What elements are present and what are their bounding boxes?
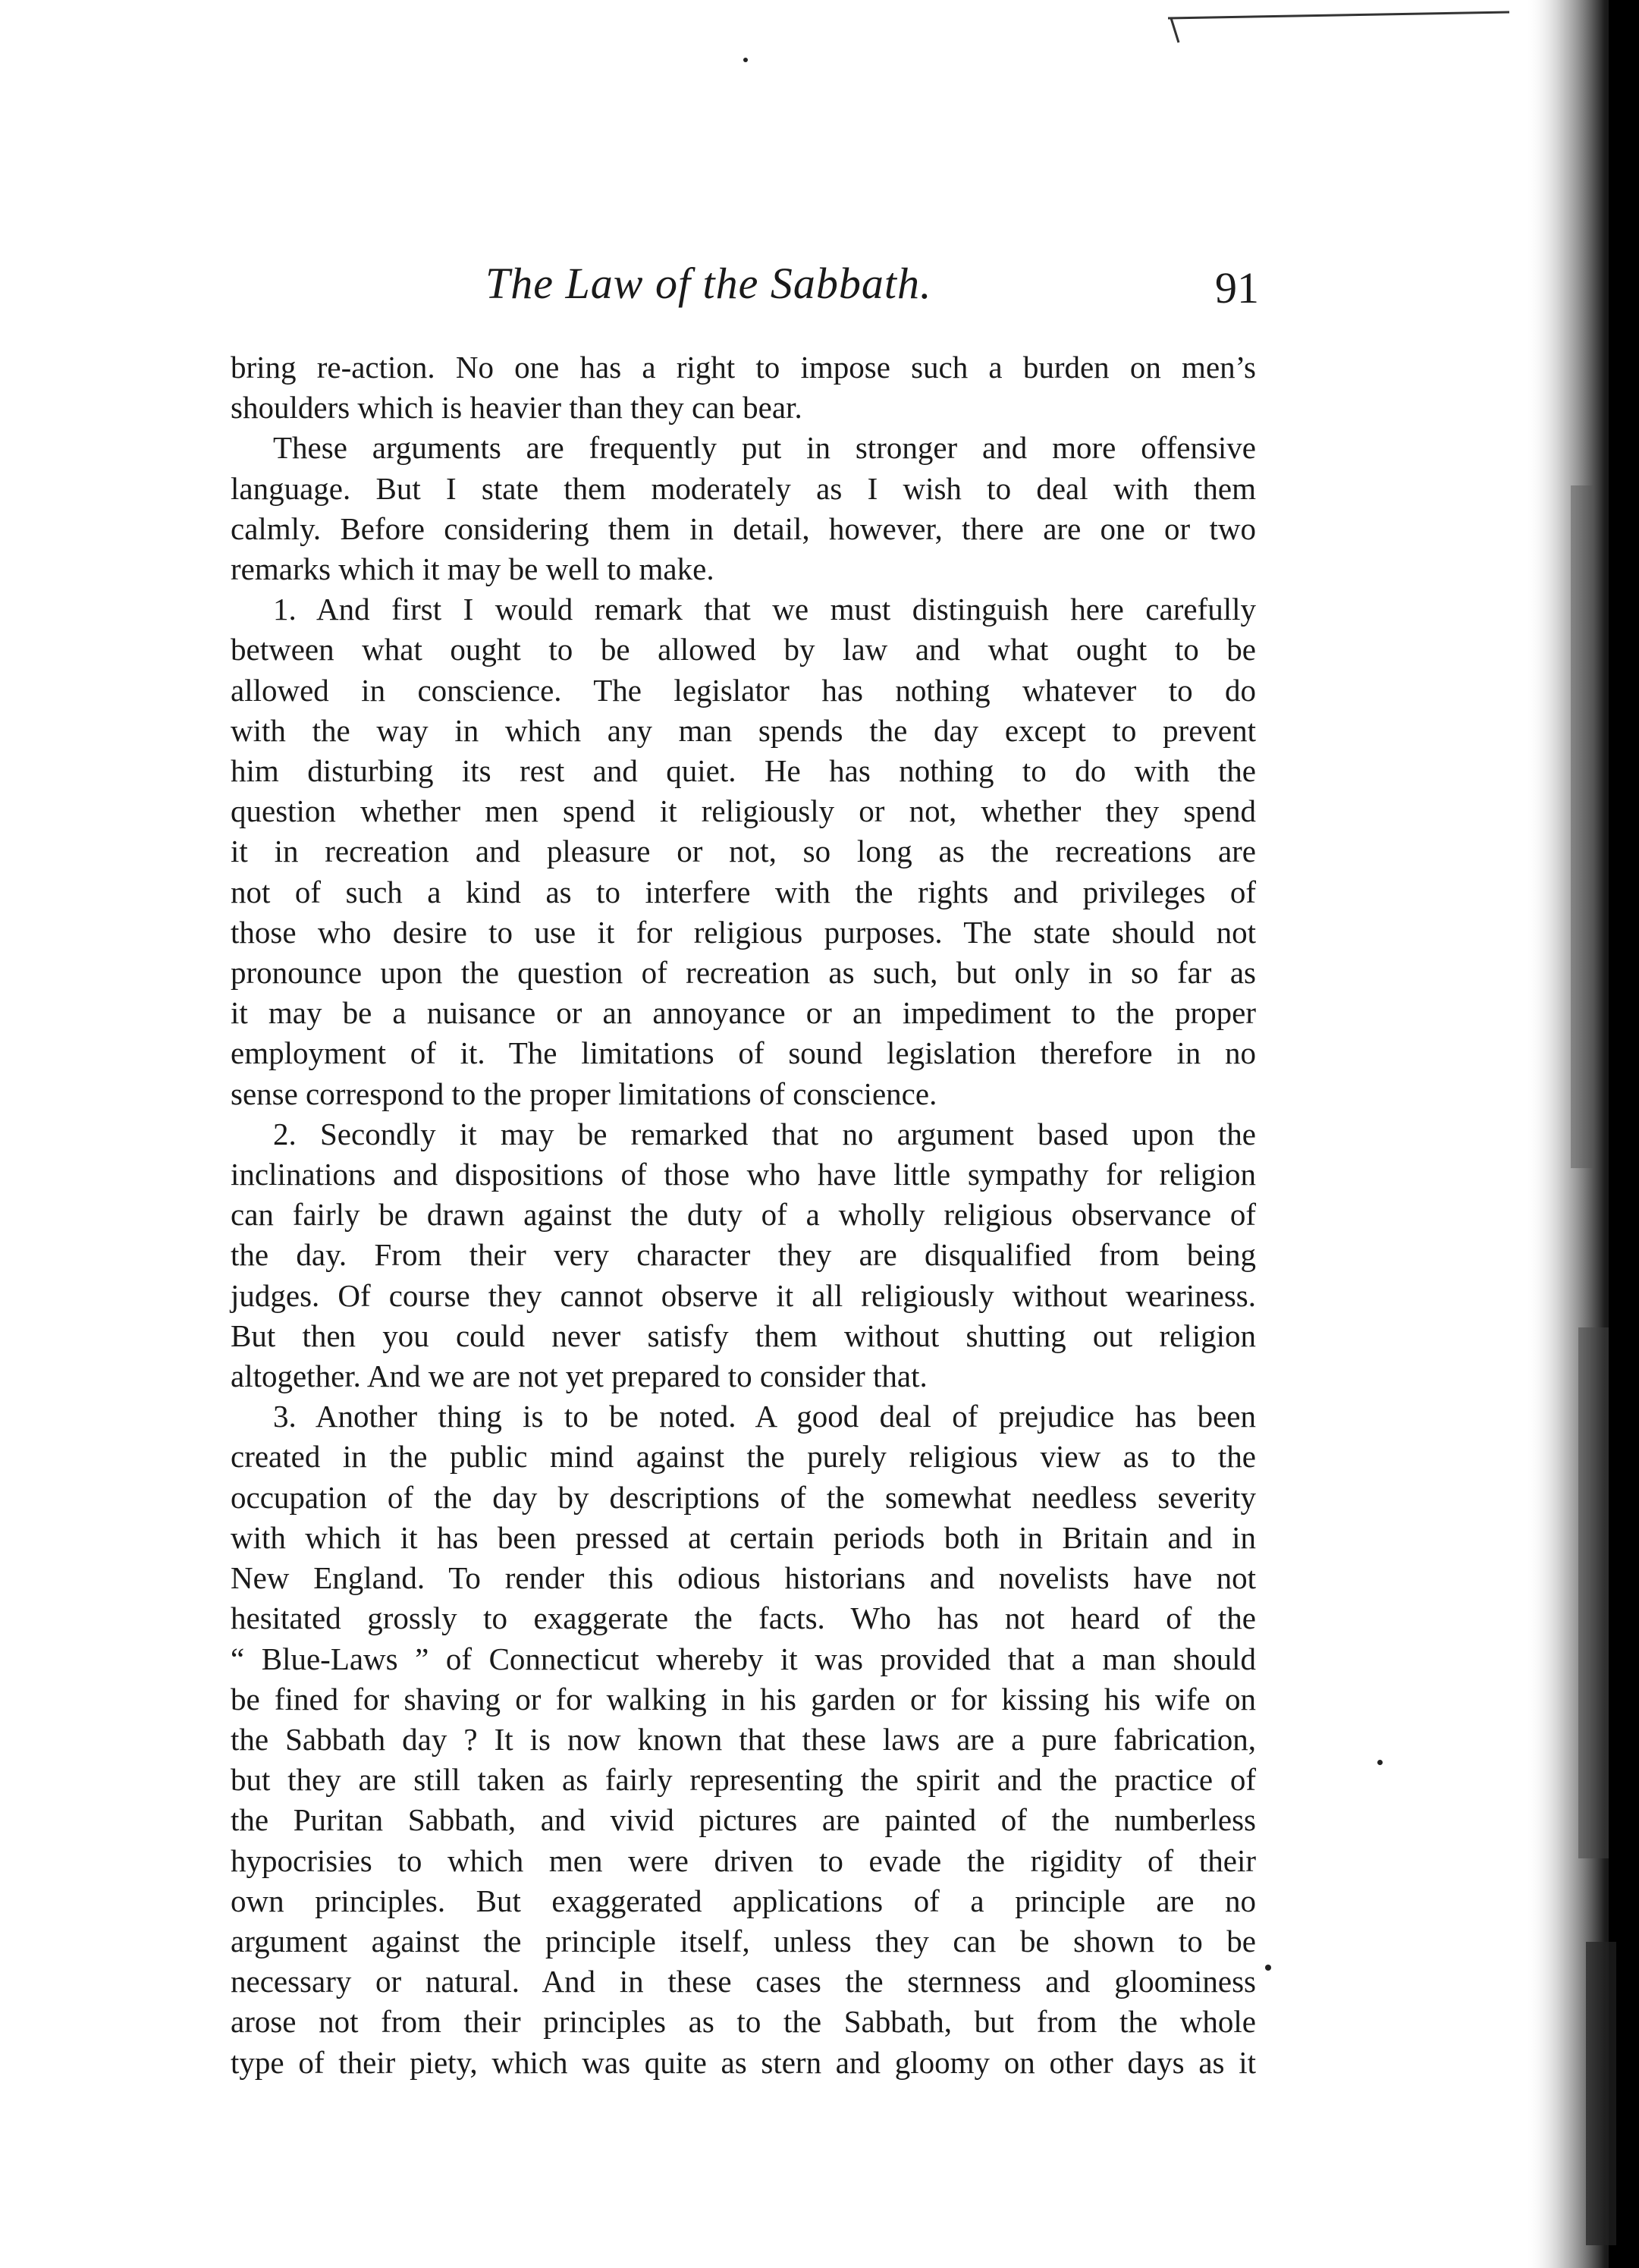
text-line: be fined for shaving or for walking in his garden or for kissing his wife on — [231, 1681, 1256, 1717]
text-line: with the way in which any man spends the day except to prevent — [231, 712, 1256, 748]
paragraph — [231, 589, 1256, 1114]
text-line: him disturbing its rest and quiet. He has nothing to do with the — [231, 753, 1256, 789]
text-line: between what ought to be allowed by law and what ought to be — [231, 632, 1256, 668]
text-line: altogether. And we are not yet prepared to consider that. — [231, 1359, 928, 1394]
text-line: created in the public mind against the purely religious view as to the — [231, 1439, 1256, 1475]
text-line: can fairly be drawn against the duty of a wholly religious observance of — [231, 1197, 1256, 1233]
text-line: the Puritan Sabbath, and vivid pictures are painted of the numberless — [231, 1802, 1256, 1838]
text-line: inclinations and dispositions of those who have little sympathy for religion — [231, 1157, 1256, 1192]
text-line: New England. To render this odious historians and novelists have not — [231, 1560, 1256, 1596]
text-line: not of such a kind as to interfere with the rights and privileges of — [231, 874, 1256, 909]
text-line: with which it has been pressed at certain periods both in Britain and in — [231, 1519, 1256, 1555]
text-line: those who desire to use it for religious purposes. The state should not — [231, 914, 1256, 950]
text-line: calmly. Before considering them in detail, however, there are one or two — [231, 510, 1256, 546]
text-line: remarks which it may be well to make. — [231, 551, 714, 587]
text-line: hesitated grossly to exaggerate the facts. Who has not heard of the — [231, 1600, 1256, 1636]
paragraph — [231, 347, 1256, 428]
text-line: 3. Another thing is to be noted. A good deal of prejudice has been — [273, 1399, 1256, 1434]
text-line: shoulders which is heavier than they can bear. — [231, 390, 802, 426]
text-line: but they are still taken as fairly representing the spirit and the practice of — [231, 1762, 1256, 1798]
text-line: arose not from their principles as to the Sabbath, but from the whole — [231, 2004, 1256, 2040]
text-line: it may be a nuisance or an annoyance or an impediment to the proper — [231, 995, 1256, 1031]
ink-speck — [1377, 1760, 1383, 1765]
paragraph — [231, 1114, 1256, 1396]
paragraph — [231, 428, 1256, 589]
text-line: language. But I state them moderately as I wish to deal with them — [231, 470, 1256, 506]
ink-speck — [1265, 1965, 1271, 1971]
paragraph — [231, 1396, 1256, 2082]
ink-speck — [743, 58, 748, 62]
text-line: own principles. But exaggerated applications of a principle are no — [231, 1883, 1256, 1918]
text-line: These arguments are frequently put in stronger and more offensive — [273, 430, 1256, 466]
text-line: pronounce upon the question of recreation as such, but only in so far as — [231, 955, 1256, 991]
text-line: judges. Of course they cannot observe it all religiously without weariness. — [231, 1277, 1256, 1313]
text-line: “ Blue-Laws ” of Connecticut whereby it was provided that a man should — [231, 1641, 1256, 1676]
text-line: employment of it. The limitations of sound legislation therefore in no — [231, 1035, 1256, 1071]
text-line: But then you could never satisfy them without shutting out religion — [231, 1318, 1256, 1353]
text-line: question whether men spend it religiously or not, whether they spend — [231, 793, 1256, 829]
scanned-binding-edge — [1525, 0, 1639, 2268]
scan-artifact-line — [1153, 6, 1532, 52]
text-line: 1. And first I would remark that we must distinguish here carefully — [273, 592, 1256, 627]
running-title: The Law of the Sabbath. — [485, 259, 932, 308]
text-line: it in recreation and pleasure or not, so long as the recreations are — [231, 834, 1256, 869]
text-line: type of their piety, which was quite as stern and gloomy on other days as it — [231, 2044, 1256, 2080]
text-line: sense correspond to the proper limitations of conscience. — [231, 1076, 937, 1111]
text-line: 2. Secondly it may be remarked that no argument based upon the — [273, 1116, 1256, 1151]
page-number: 91 — [1215, 263, 1259, 313]
text-line: argument against the principle itself, unless they can be shown to be — [231, 1923, 1256, 1959]
text-line: bring re-action. No one has a right to impose such a burden on men’s — [231, 350, 1256, 385]
text-line: the Sabbath day ? It is now known that these laws are a pure fabrication, — [231, 1721, 1256, 1757]
text-line: the day. From their very character they are disqualified from being — [231, 1237, 1256, 1273]
text-line: hypocrisies to which men were driven to evade the rigidity of their — [231, 1842, 1256, 1878]
text-line: allowed in conscience. The legislator has nothing whatever to do — [231, 672, 1256, 708]
text-line: necessary or natural. And in these cases the sternness and gloominess — [231, 1964, 1256, 1999]
text-line: occupation of the day by descriptions of the somewhat needless severity — [231, 1479, 1256, 1515]
page-header — [228, 258, 1259, 326]
body-text — [231, 347, 1256, 2083]
